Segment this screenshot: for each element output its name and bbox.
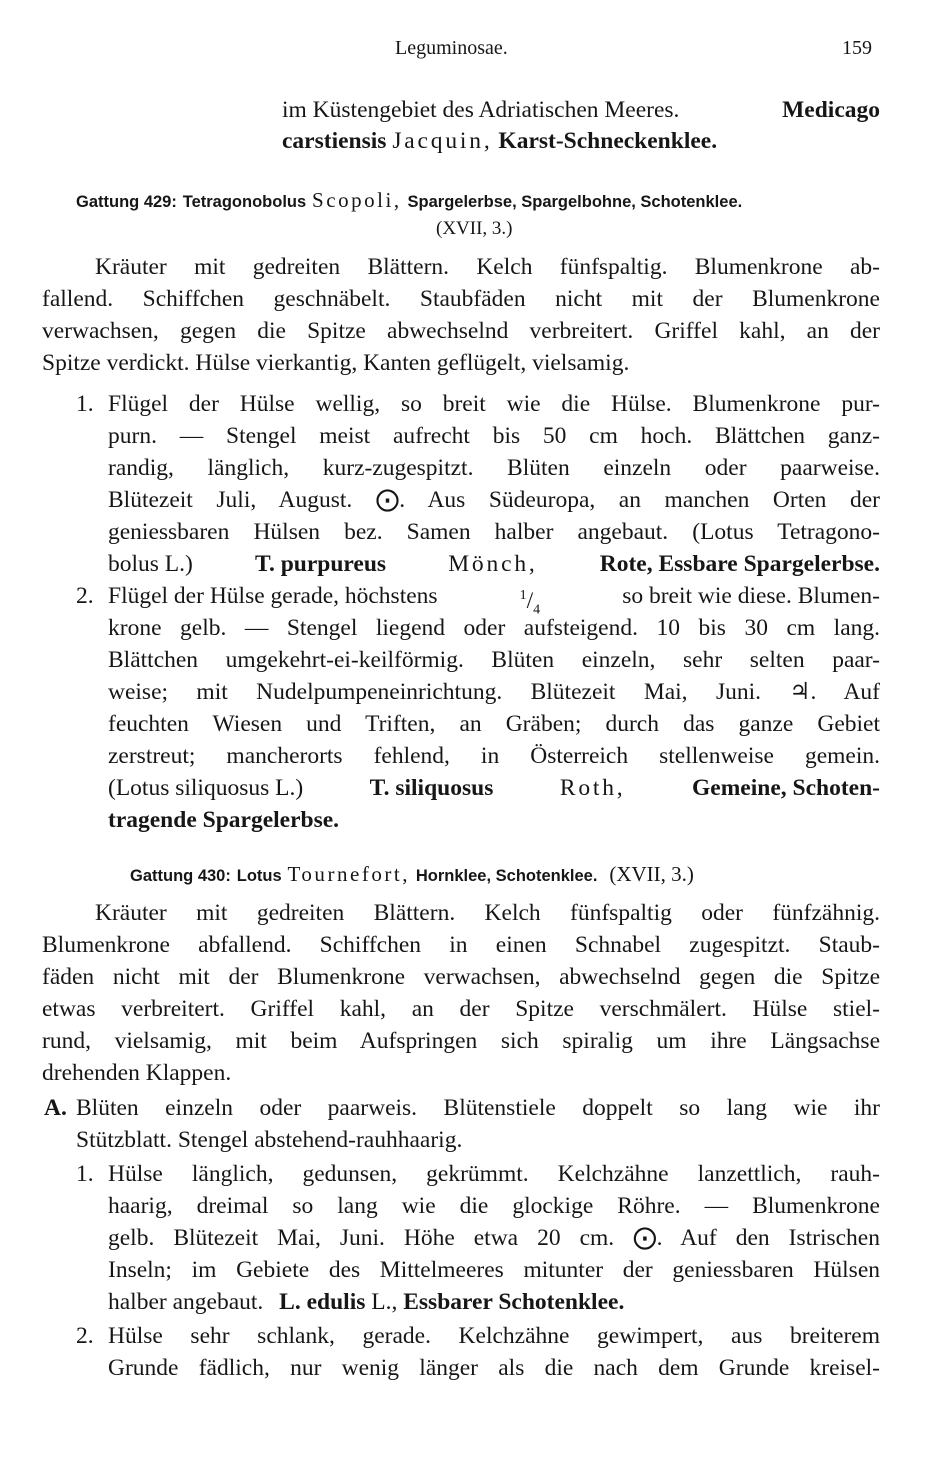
item-text-line: Inseln; im Gebiete des Mittelmeeres mitunter der geniessbaren Hülsen (108, 1257, 880, 1283)
running-head: Leguminosae. (395, 37, 508, 59)
fraction-denominator: 4 (533, 602, 541, 618)
genus-430-author: Tournefort, (287, 862, 410, 886)
genus-429-heading (76, 186, 742, 216)
item-number: 2. (76, 583, 94, 609)
item-number: 1. (76, 1161, 94, 1187)
item-number: 1. (76, 391, 94, 417)
genus-430-name: Lotus (236, 867, 282, 885)
species-name: T. siliquosus (369, 775, 494, 801)
species-name: L. edulis (279, 1289, 366, 1315)
item-text-line: Grunde fädlich, nur wenig länger als die nach dem Grunde kreisel- (108, 1355, 880, 1381)
species-common-name-cont: tragende Spargelerbse. (108, 807, 340, 833)
intro-common-name: Karst-Schneckenklee. (498, 128, 718, 154)
item-text-line: haarig, dreimal so lang wie die glockige Röhre. — Blumenkrone (108, 1193, 880, 1219)
species-author: Roth, (559, 775, 626, 801)
species-name: T. purpureus (255, 551, 387, 577)
genus-430-desc-line: etwas verbreitert. Griffel kahl, an der Spitze verschmälert. Hülse stiel- (42, 996, 880, 1022)
genus-429-desc-line: verwachsen, gegen die Spitze abwechselnd verbreitert. Griffel kahl, an der (42, 318, 880, 344)
species-prefix: bolus L.) (108, 551, 193, 577)
genus-429-common: Spargelerbse, Spargelbohne, Schotenklee. (407, 193, 743, 211)
species-common-name: Rote, Essbare Spargelerbse. (599, 551, 880, 577)
item-text-line: zerstreut; mancherorts fehlend, in Österreich stellenweise gemein. (108, 743, 880, 769)
item-text-line: krone gelb. — Stengel liegend oder aufsteigend. 10 bis 30 cm lang. (108, 615, 880, 641)
species-author: L., (371, 1289, 398, 1315)
item-text-line: Blütezeit Juli, August. ⨀. Aus Südeuropa, an manchen Orten der (108, 487, 880, 513)
species-author: Mönch, (448, 551, 538, 577)
section-text-line: Stützblatt. Stengel abstehend-rauhhaarig. (76, 1127, 463, 1153)
genus-430-desc-line: rund, vielsamig, mit beim Aufspringen sich spiralig um ihre Längsachse (42, 1028, 880, 1054)
genus-430-heading (130, 860, 694, 890)
intro-genus: Medicago (782, 97, 880, 123)
genus-429-desc-line: fallend. Schiffchen geschnäbelt. Staubfäden nicht mit der Blumenkrone (42, 286, 880, 312)
intro-text: im Küstengebiet des Adriatischen Meeres. (282, 97, 680, 123)
item-text-line: gelb. Blütezeit Mai, Juni. Höhe etwa 20 cm. ⨀. Auf den Istrischen (108, 1225, 880, 1251)
genus-429-desc-line: Kräuter mit gedreiten Blättern. Kelch fünfspaltig. Blumenkrone ab- (95, 254, 880, 280)
item-text-part: Flügel der Hülse gerade, höchstens (108, 583, 438, 609)
genus-430-desc-line: Kräuter mit gedreiten Blättern. Kelch fünfspaltig oder fünfzähnig. (95, 900, 880, 926)
genus-429-author: Scopoli, (312, 188, 402, 212)
intro-species: carstiensis (282, 128, 387, 154)
species-common-name: Gemeine, Schoten- (692, 775, 880, 801)
genus-429-label: Gattung 429: (76, 193, 177, 211)
fraction-numerator: 1 (519, 588, 527, 603)
item-number: 2. (76, 1323, 94, 1349)
item-text-line: purn. — Stengel meist aufrecht bis 50 cm hoch. Blättchen ganz- (108, 423, 880, 449)
genus-430-label: Gattung 430: (130, 867, 231, 885)
genus-429-class: (XVII, 3.) (436, 218, 513, 239)
item-text-line: Blättchen umgekehrt-ei-keilförmig. Blüten einzeln, sehr selten paar- (108, 647, 880, 673)
genus-430-desc-line: drehenden Klappen. (42, 1060, 232, 1086)
intro-line-2 (282, 127, 717, 155)
page-number: 159 (842, 37, 872, 59)
item-text-line: feuchten Wiesen und Triften, an Gräben; durch das ganze Gebiet (108, 711, 880, 737)
genus-430-class: (XVII, 3.) (609, 862, 694, 886)
item-text-line: Flügel der Hülse wellig, so breit wie die Hülse. Blumenkrone pur- (108, 391, 880, 417)
species-line (108, 550, 880, 578)
genus-430-desc-line: fäden nicht mit der Blumenkrone verwachsen, abwechselnd gegen die Spitze (42, 964, 880, 990)
item-text-line: weise; mit Nudelpumpeneinrichtung. Blütezeit Mai, Juni. ♃. Auf (108, 679, 880, 705)
genus-429-name: Tetragonobolus (182, 193, 307, 211)
item-text-line: Hülse länglich, gedunsen, gekrümmt. Kelchzähne lanzettlich, rauh- (108, 1161, 880, 1187)
genus-429-desc-line: Spitze verdickt. Hülse vierkantig, Kanten geflügelt, vielsamig. (42, 350, 630, 376)
item-text-line: Hülse sehr schlank, gerade. Kelchzähne gewimpert, aus breiterem (108, 1323, 880, 1349)
intro-author: Jacquin, (392, 128, 493, 154)
fraction: $^1/_4$ (519, 587, 541, 618)
species-common-name: Essbarer Schotenklee. (403, 1289, 625, 1315)
item-text-part: so breit wie diese. Blumen- (622, 583, 880, 609)
section-label: A. (44, 1095, 67, 1121)
intro-line-1 (282, 96, 880, 124)
species-prefix: halber angebaut. (108, 1289, 264, 1315)
item-text-line: randig, länglich, kurz-zugespitzt. Blüten einzeln oder paarweise. (108, 455, 880, 481)
item-text-line: geniessbaren Hülsen bez. Samen halber angebaut. (Lotus Tetragono- (108, 519, 880, 545)
section-text-line: Blüten einzeln oder paarweis. Blütenstiele doppelt so lang wie ihr (76, 1095, 880, 1121)
species-line (108, 774, 880, 802)
species-prefix: (Lotus siliquosus L.) (108, 775, 304, 801)
genus-430-common: Hornklee, Schotenklee. (415, 867, 598, 885)
genus-430-desc-line: Blumenkrone abfallend. Schiffchen in einen Schnabel zugespitzt. Staub- (42, 932, 880, 958)
species-line (108, 1288, 624, 1316)
